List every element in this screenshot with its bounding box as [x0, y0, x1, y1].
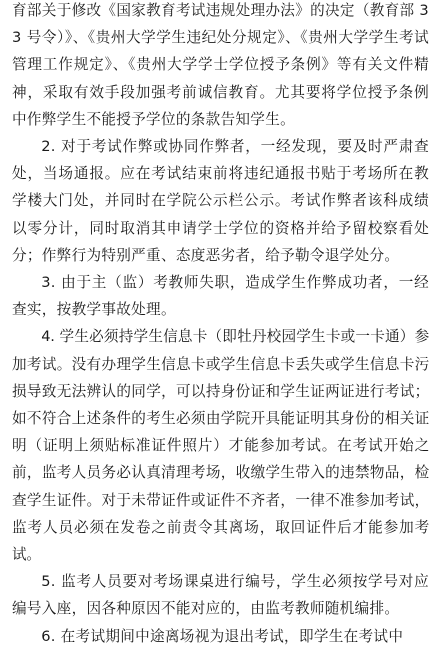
paragraph-item-4-student-id-card: 4. 学生必须持学生信息卡（即牡丹校园学生卡或一卡通）参加考试。没有办理学生信息卡或学生信息卡丢失或学生信息卡污损导致无法辨认的同学，可以持身份证和学生证两证进行考试；如不符合上述条件的考生必须由学院开具能证明其身份的相关证明（证明上须贴标准证件照片）才能参加考试。在考试开始之前，监考人员务必认真清理考场，收缴学生带入的违禁物品，检查学生证件。对于未带证件或证件不齐者，一律不准参加考试，监考人员必须在发卷之前责令其离场，取回证件后才能参加考试。	[12, 328, 429, 564]
paragraph-item-5-seat-numbering: 5. 监考人员要对考场课桌进行编号，学生必须按学号对应编号入座，因各种原因不能对应的，由监考教师随机编排。	[12, 573, 429, 618]
document-body	[12, 0, 429, 650]
paragraph-cheating-education: 育部关于修改《国家教育考试违规处理办法》的决定（教育部 33 号令）》、《贵州大学学生违纪处分规定》、《贵州大学学生考试管理工作规定》、《贵州大学学士学位授予条例》等有关文件精神，采取有效手段加强考前诚信教育。尤其要将学位授予条例中作弊学生不能授予学位的条款告知学生。	[12, 2, 429, 128]
paragraph-item-6-leaving-exam: 6. 在考试期间中途离场视为退出考试，即学生在考试中	[41, 627, 404, 645]
paragraph-item-2-cheating-penalty: 2. 对于考试作弊或协同作弊者，一经发现，要及时严肃查处，当场通报。应在考试结束前将违纪通报书贴于考场所在教学楼大门处，并同时在学院公示栏公示。考试作弊者该科成绩以零分计，同时取消其申请学士学位的资格并给予留校察看处分；作弊行为特别严重、态度恶劣者，给予勒令退学处分。	[12, 138, 429, 264]
paragraph-item-3-proctor-negligence: 3. 由于主（监）考教师失职，造成学生作弊成功者，一经查实，按教学事故处理。	[12, 274, 429, 319]
